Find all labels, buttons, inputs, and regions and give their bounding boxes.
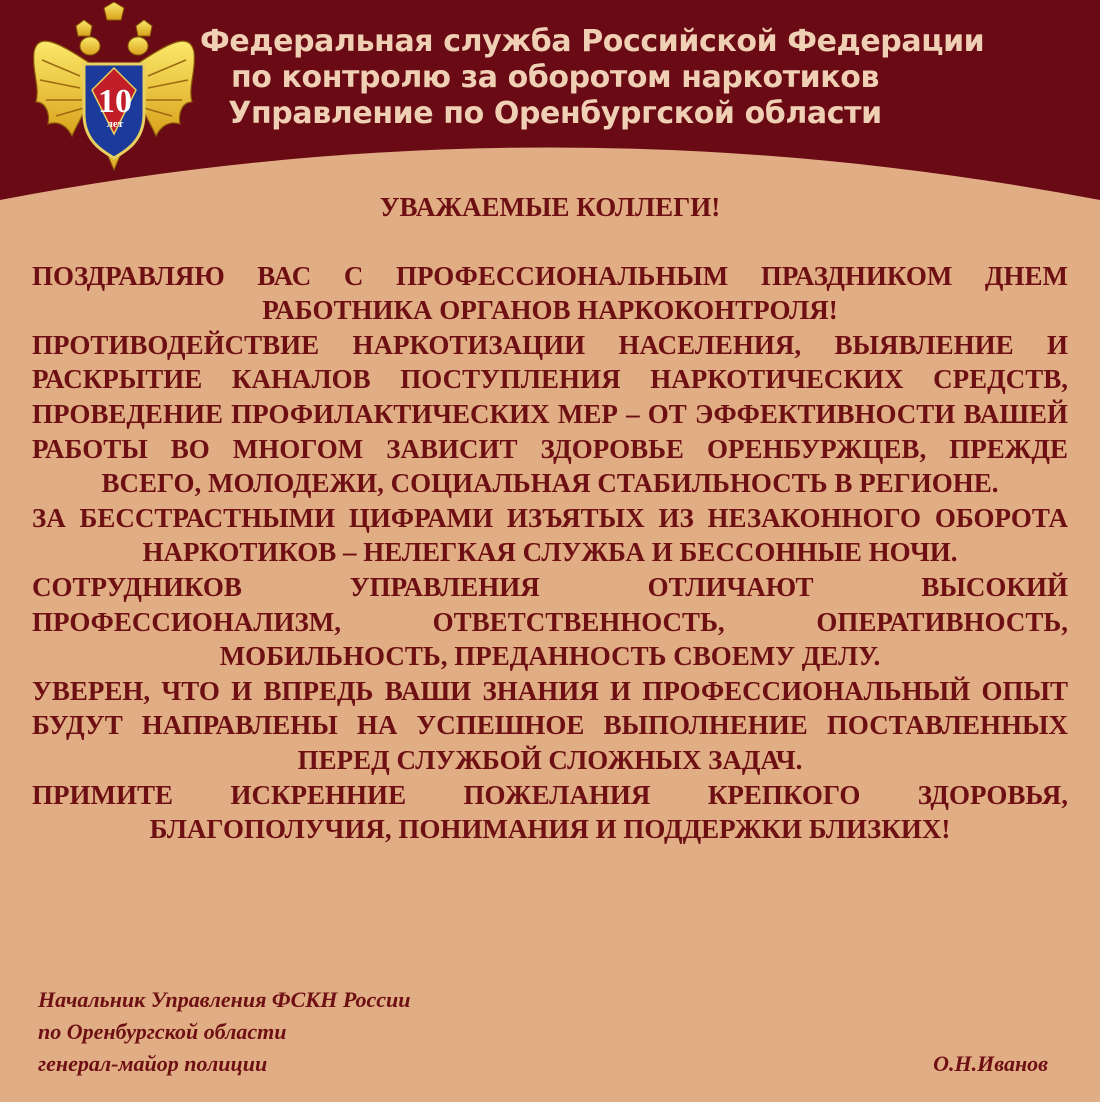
emblem-badge-text: лет — [106, 118, 124, 130]
letter-paragraph-2: ПРОТИВОДЕЙСТВИЕ НАРКОТИЗАЦИИ НАСЕЛЕНИЯ, ВЫЯВЛЕНИЕ И РАСКРЫТИЕ КАНАЛОВ ПОСТУПЛЕНИЯ НАРКОТИЧЕСКИХ СРЕДСТВ, ПРОВЕДЕНИЕ ПРОФИЛАКТИЧЕСКИХ МЕР – ОТ ЭФФЕКТИВНОСТИ ВАШЕЙ РАБОТЫ ВО МНОГОМ ЗАВИСИТ ЗДОРОВЬЕ ОРЕНБУРЖЦЕВ, ПРЕЖДЕ ВСЕГО, МОЛОДЕЖИ, СОЦИАЛЬНАЯ СТАБИЛЬНОСТЬ В РЕГИОНЕ. — [32, 329, 1068, 499]
signature-rank: генерал-майор полиции — [38, 1051, 268, 1076]
signature-block — [38, 984, 1058, 1080]
letter-paragraph-1: ПОЗДРАВЛЯЮ ВАС С ПРОФЕССИОНАЛЬНЫМ ПРАЗДНИКОМ ДНЕМ РАБОТНИКА ОРГАНОВ НАРКОКОНТРОЛЯ! — [32, 260, 1068, 326]
header-line-2: по контролю за оборотом наркотиков — [230, 60, 880, 95]
header-line-1: Федеральная служба Российской Федерации — [200, 24, 985, 59]
letter-paragraph-4: СОТРУДНИКОВ УПРАВЛЕНИЯ ОТЛИЧАЮТ ВЫСОКИЙ ПРОФЕССИОНАЛИЗМ, ОТВЕТСТВЕННОСТЬ, ОПЕРАТИВНОСТЬ, МОБИЛЬНОСТЬ, ПРЕДАННОСТЬ СВОЕМУ ДЕЛУ. — [32, 571, 1068, 672]
letter-body — [32, 190, 1068, 847]
header-line-3: Управление по Оренбургской области — [228, 96, 882, 131]
letter-greeting: УВАЖАЕМЫЕ КОЛЛЕГИ! — [379, 192, 721, 222]
emblem-badge-number: 10 — [98, 83, 132, 120]
signature-position: Начальник Управления ФСКН России — [38, 987, 411, 1012]
letter-paragraph-3: ЗА БЕССТРАСТНЫМИ ЦИФРАМИ ИЗЪЯТЫХ ИЗ НЕЗАКОННОГО ОБОРОТА НАРКОТИКОВ – НЕЛЕГКАЯ СЛУЖБА И БЕССОННЫЕ НОЧИ. — [32, 502, 1068, 568]
letter-paragraph-6: ПРИМИТЕ ИСКРЕННИЕ ПОЖЕЛАНИЯ КРЕПКОГО ЗДОРОВЬЯ, БЛАГОПОЛУЧИЯ, ПОНИМАНИЯ И ПОДДЕРЖКИ БЛИЗКИХ! — [32, 779, 1068, 845]
emblem-badge — [86, 83, 144, 130]
letter-paragraph-5: УВЕРЕН, ЧТО И ВПРЕДЬ ВАШИ ЗНАНИЯ И ПРОФЕССИОНАЛЬНЫЙ ОПЫТ БУДУТ НАПРАВЛЕНЫ НА УСПЕШНОЕ ВЫПОЛНЕНИЕ ПОСТАВЛЕННЫХ ПЕРЕД СЛУЖБОЙ СЛОЖНЫХ ЗАДАЧ. — [32, 675, 1068, 775]
signature-name: О.Н.Иванов — [933, 1051, 1048, 1076]
header-titles — [200, 24, 985, 132]
signature-region: по Оренбургской области — [38, 1019, 287, 1044]
